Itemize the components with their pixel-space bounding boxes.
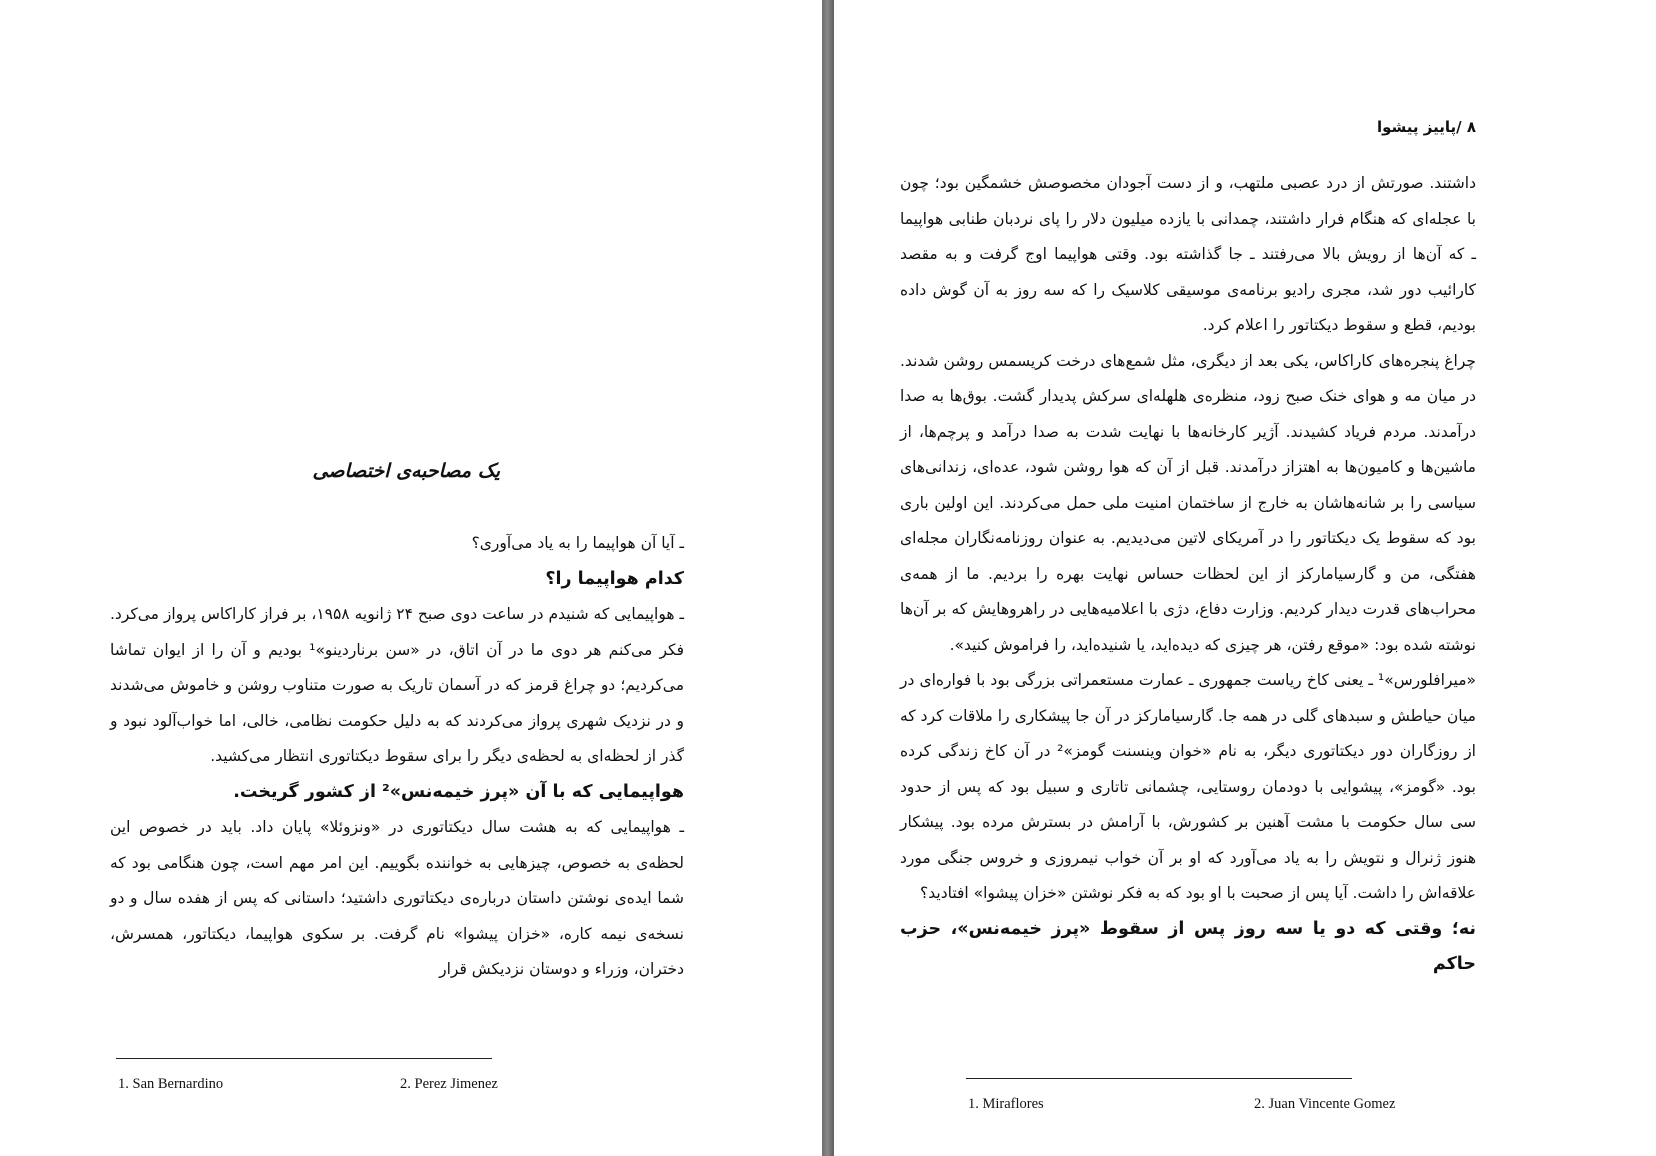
paragraph: «میرافلورس»¹ ـ یعنی کاخ ریاست جمهوری ـ عمارت مستعمراتی بزرگی بود با فواره‌ای در میان حیاطش و سبدهای گلی در همه جا. گارسیامارکز در آن جا پیشکاری را ملاقات کرد که از روزگاران دور دیکتاتوری دیگر، به نام «خوان وینسنت گومز»² در آن کاخ زندگی کرده بود. «گومز»، پیشوایی با دودمان روستایی، چشمانی تاتاری و سبیل بود که پس از حدود سی سال حکومت با مشت آهنین بر کشورش، با آرامش در بسترش مرده بود. پیشکار هنوز ژنرال و نتویش را به یاد می‌آورد که او بر آن خواب نیمروزی و خروس جنگی مورد علاقه‌اش را داشت. آیا پس از صحبت با او بود که به فکر نوشتن «خزان پیشوا» افتادید؟ xyxy=(900,671,1476,902)
left-page xyxy=(0,0,822,1156)
chapter-title: یک مصاحبه‌ی اختصاصی xyxy=(312,460,500,482)
right-page xyxy=(834,0,1656,1156)
paragraph: ـ هواپیمایی که شنیدم در ساعت دوی صبح ۲۴ ژانویه ۱۹۵۸، بر فراز کاراکاس پرواز می‌کرد. فکر می‌کنم هر دوی ما در آن اتاق، در «سن برناردینو»¹ بودیم و آن را از ایوان تماشا می‌کردیم؛ دو چراغ قرمز که در آسمان تاریک به صورت متناوب روشن و خاموش می‌شدند و در نزدیک شهری پرواز می‌کردند که به دلیل حکومت نظامی، خالی، اما خواب‌آلود نبود و گذر از لحظه‌ای به لحظه‌ی دیگر را برای سقوط دیکتاتوری انتظار می‌کشید. xyxy=(110,605,684,765)
paragraph: ـ آیا آن هواپیما را به یاد می‌آوری؟ xyxy=(471,534,684,552)
footnote-rule xyxy=(966,1078,1352,1079)
paragraph-answer: کدام هواپیما را؟ xyxy=(545,568,684,589)
left-page-body xyxy=(110,526,684,988)
paragraph-answer: نه؛ وقتی که دو یا سه روز پس از سقوط «پرز خیمه‌نس»، حزب حاکم xyxy=(900,918,1476,974)
paragraph: ـ هواپیمایی که به هشت سال دیکتاتوری در «ونزوئلا» پایان داد. باید در خصوص این لحظه‌ی به خصوص، چیزهایی به خواننده بگوییم. این امر مهم است، چون هنگامی بود که شما ایده‌ی نوشتن داستان درباره‌ی دیکتاتوری داشتید؛ داستانی که پس از هفده سال و دو نسخه‌ی نیمه کاره، «خزان پیشوا» نام گرفت. بر سکوی هواپیما، دیکتاتور، همسرش، دختران، وزراء و دوستان نزدیکش قرار xyxy=(110,818,684,978)
right-page-body xyxy=(900,166,1476,983)
footnote-1: 1. Miraflores xyxy=(968,1096,1044,1112)
paragraph: داشتند. صورتش از درد عصبی ملتهب، و از دست آجودان مخصوصش خشمگین بود؛ چون با عجله‌ای که هنگام فرار داشتند، چمدانی با یازده میلیون دلار را پای نردبان طنابی هواپیما ـ که آن‌ها از رویش بالا می‌رفتند ـ جا گذاشته بود. وقتی هواپیما اوج گرفت و به مقصد کارائیب دور شد، مجری رادیو برنامه‌ی موسیقی کلاسیک را که سه روز به آن گوش داده بودیم، قطع و سقوط دیکتاتور را اعلام کرد. xyxy=(900,174,1476,334)
paragraph: چراغ پنجره‌های کاراکاس، یکی بعد از دیگری، مثل شمع‌های درخت کریسمس روشن شدند. در میان مه و هوای خنک صبح زود، منظره‌ی هلهله‌ای سرکش پدیدار گشت. بوق‌ها به صدا درآمدند. مردم فریاد کشیدند. آژیر کارخانه‌ها با نهایت شدت به صدا درآمد و پرچم‌ها، از ماشین‌ها و کامیون‌ها به اهتزاز درآمدند. قبل از آن که هوا روشن شود، عده‌ای، زندانی‌های سیاسی را بر شانه‌هاشان به خارج از ساختمان امنیت ملی حمل می‌کردند. این اولین باری بود که سقوط یک دیکتاتور را در آمریکای لاتین می‌دیدیم. به عنوان روزنامه‌نگاران مجله‌ای هفتگی، من و گارسیامارکز از این لحظات حساس نهایت بهره را بردیم. ما از همه‌ی محراب‌های قدرت دیدار کردیم. وزارت دفاع، دژی با اعلامیه‌هایی در راهروهایش که بر آن‌ها نوشته شده بود: «موقع رفتن، هر چیزی که دیده‌اید، یا شنیده‌اید، را فراموش کنید». xyxy=(900,351,1476,654)
footnote-2: 2. Perez Jimenez xyxy=(400,1076,498,1092)
footnote-2: 2. Juan Vincente Gomez xyxy=(1254,1096,1396,1112)
footnote-1: 1. San Bernardino xyxy=(118,1076,224,1092)
book-spine xyxy=(822,0,834,1156)
footnote-rule xyxy=(116,1058,492,1059)
paragraph-answer: هواپیمایی که با آن «پرز خیمه‌نس»² از کشور گریخت. xyxy=(233,781,684,802)
running-header: ۸ /پاییز پیشوا xyxy=(1377,118,1476,136)
